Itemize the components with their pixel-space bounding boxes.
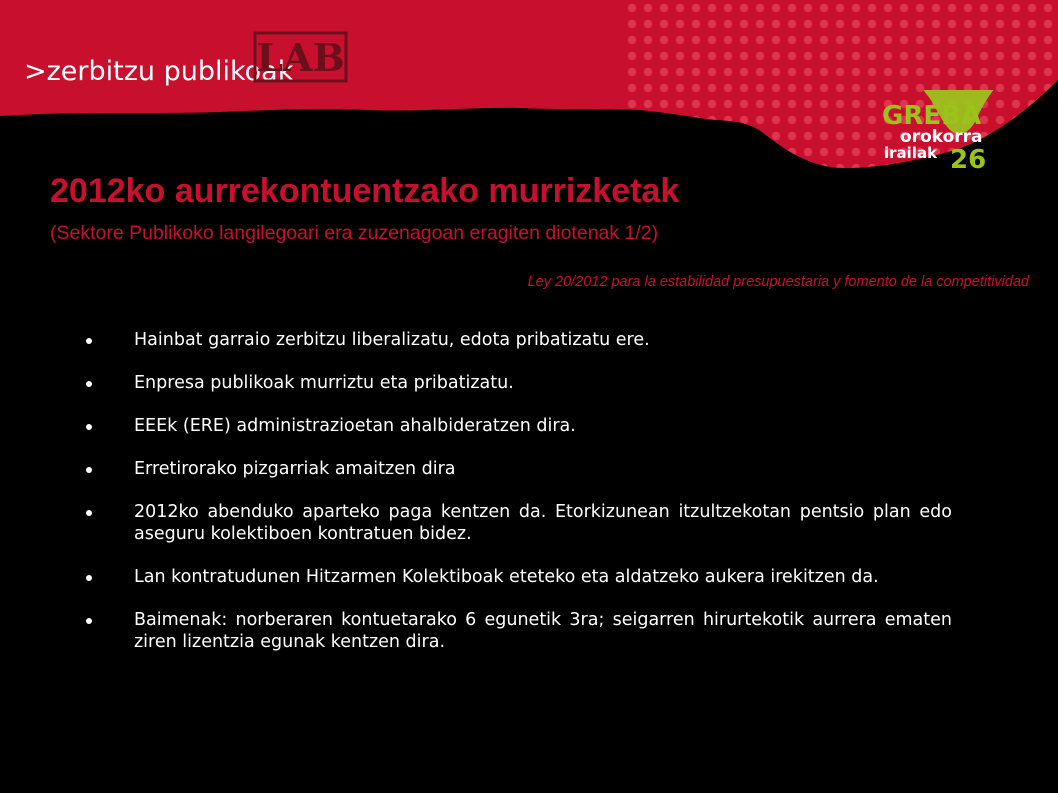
bullet-dot-icon [86,338,92,344]
irailak-word: irailak [884,144,938,162]
bullet-dot-icon [86,467,92,473]
list-item-text: Lan kontratudunen Hitzarmen Kolektiboak eteteko eta aldatzeko aukera irekitzen da. [134,567,879,587]
bullet-dot-icon [86,381,92,387]
orokorra-word: orokorra [900,127,983,147]
list-item-text: EEEk (ERE) administrazioetan ahalbideratzen dira. [134,416,576,436]
list-item [86,415,952,437]
greba-day: 26 [950,145,987,175]
list-item [86,372,952,394]
list-item-text: Baimenak: norberaren kontuetarako 6 egunetik 3ra; seigarren hirurtekotik aurrera ematen ziren lizentzia egunak kentzen dira. [134,610,952,652]
list-item [86,566,952,588]
greba-orokorra-logo [880,90,1030,180]
lab-logo-text: LAB [256,35,345,80]
lab-logo [253,31,348,83]
bullet-dot-icon [86,424,92,430]
slide-title: 2012ko aurrekontuentzako murrizketak [50,172,680,210]
bullet-dot-icon [86,510,92,516]
bullet-dot-icon [86,618,92,624]
law-reference: Ley 20/2012 para la estabilidad presupuestaria y fomento de la competitividad [527,274,1029,290]
list-item [86,329,952,351]
slide-subtitle: (Sektore Publikoko langilegoari era zuzenagoan eragiten diotenak 1/2) [50,222,659,244]
brand-text: >zerbitzu publikoak [24,56,294,87]
list-item-text: 2012ko abenduko aparteko paga kentzen da. Etorkizunean itzultzekotan pentsio plan edo aseguru kolektiboen kontratuen bidez. [134,502,952,544]
list-item [86,501,952,545]
list-item-text: Erretirorako pizgarriak amaitzen dira [134,459,456,479]
list-item-text: Enpresa publikoak murriztu eta pribatizatu. [134,373,514,393]
list-item [86,458,952,480]
list-item [86,609,952,653]
bullet-list [86,329,952,674]
list-item-text: Hainbat garraio zerbitzu liberalizatu, edota pribatizatu ere. [134,330,650,350]
greba-word: GREBA [882,101,982,131]
bullet-dot-icon [86,575,92,581]
